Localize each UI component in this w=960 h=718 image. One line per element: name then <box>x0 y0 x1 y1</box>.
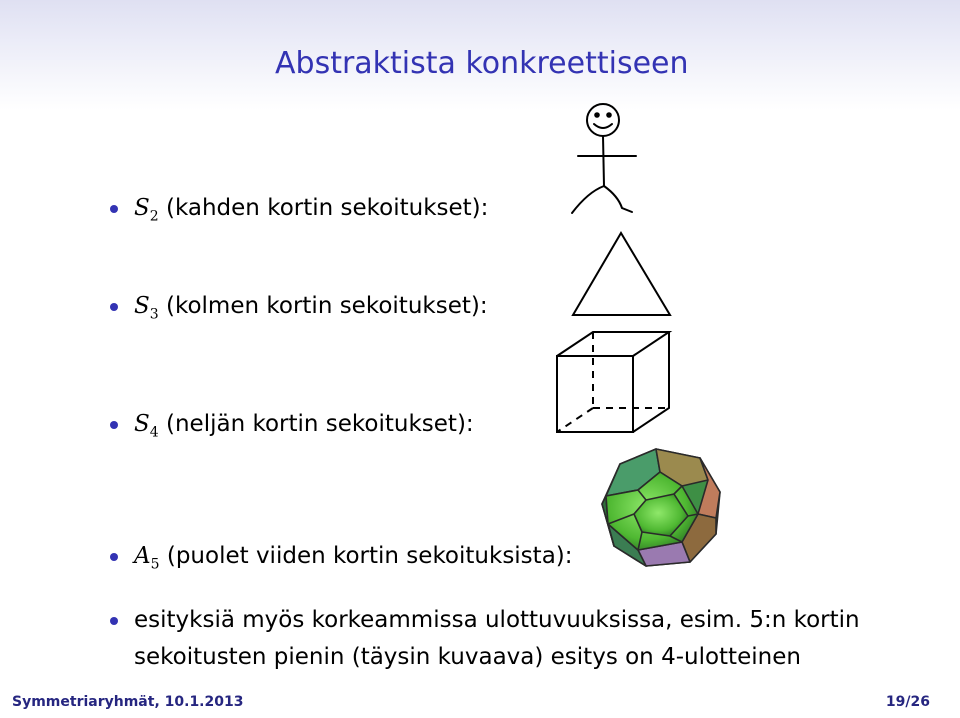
group-symbol: $S_4$ <box>134 411 159 441</box>
stick-figure-icon <box>560 100 650 220</box>
bullet-dot <box>110 205 118 213</box>
footer-title-date: Symmetriaryhmät, 10.1.2013 <box>12 694 244 710</box>
group-symbol: $S_2$ <box>134 195 159 225</box>
bullet-text <box>134 288 488 333</box>
group-symbol: $A_5$ <box>134 543 160 573</box>
bullet-label: (puolet viiden kortin sekoituksista): <box>166 543 573 569</box>
bullet-dot <box>110 617 118 625</box>
triangle-icon <box>570 230 674 320</box>
bullet-dot <box>110 303 118 311</box>
bullet-dot <box>110 421 118 429</box>
footer <box>0 688 960 718</box>
page-number: 19/26 <box>885 694 930 710</box>
bullet-label: (kahden kortin sekoitukset): <box>166 195 489 221</box>
bullet-label: esityksiä myös korkeammissa ulottuvuuksissa, esim. 5:n kortin sekoitusten pienin (täysin kuvaava) esitys on 4-ulotteinen <box>134 607 860 670</box>
bullet-text <box>134 538 573 583</box>
dodecahedron-icon <box>598 444 726 570</box>
bullet-text <box>134 406 474 451</box>
slide-title: Abstraktista konkreettiseen <box>275 46 689 81</box>
bullet-label: (kolmen kortin sekoitukset): <box>166 293 488 319</box>
bullet-text <box>134 190 488 235</box>
bullet-dot <box>110 553 118 561</box>
cube-icon <box>553 328 673 434</box>
group-symbol: $S_3$ <box>134 293 159 323</box>
bullet-label: (neljän kortin sekoitukset): <box>166 411 474 437</box>
